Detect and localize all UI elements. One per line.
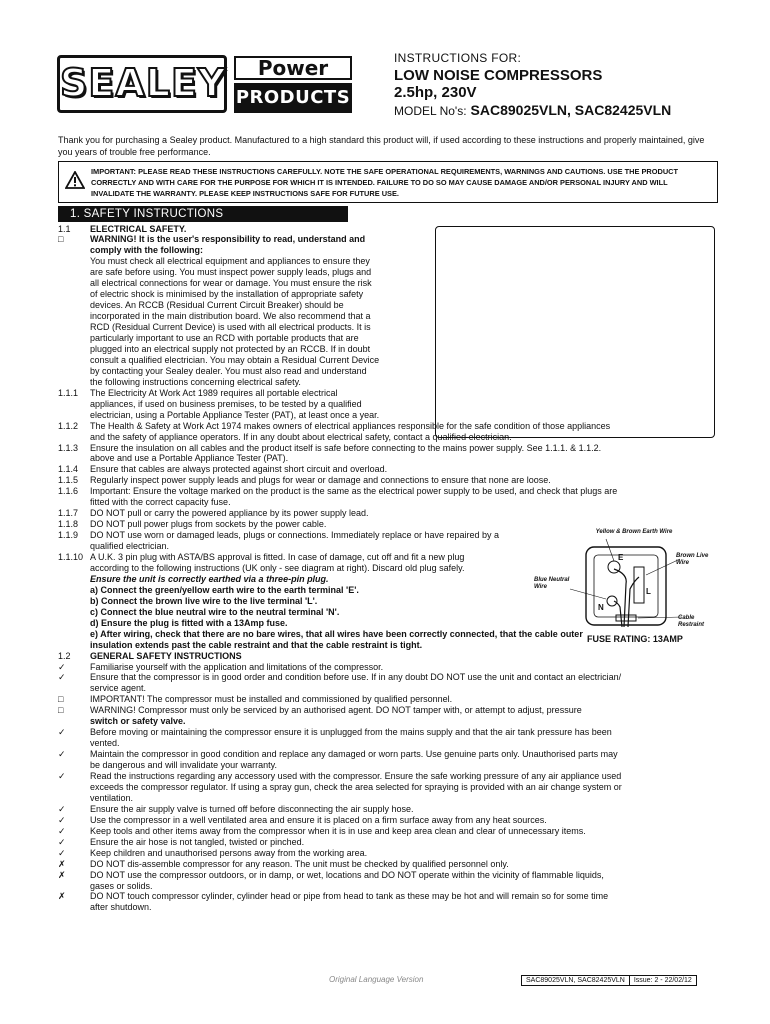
line-number: ✓ — [58, 672, 66, 683]
body-line: according to the following instructions (UK only - see diagram at right). Discard old plug safely. — [90, 562, 465, 573]
body-line: by contacting your Sealey dealer. You must also read and understand — [90, 365, 367, 376]
body-line: GENERAL SAFETY INSTRUCTIONS — [90, 650, 242, 661]
line-number: ✓ — [58, 727, 66, 738]
logo-power-text: Power — [234, 56, 352, 80]
line-number: □ — [58, 234, 64, 245]
important-warning-box — [58, 161, 718, 203]
line-number: ✓ — [58, 661, 66, 672]
model-numbers — [394, 102, 671, 118]
body-line: incorporated in the main distribution board. We also recommend that a — [90, 311, 371, 322]
body-line: the following instructions concerning electrical safety. — [90, 376, 301, 387]
body-line: You must check all electrical equipment and appliances to ensure they — [90, 256, 370, 267]
line-number: □ — [58, 694, 64, 705]
line-number: 1.2 — [58, 650, 71, 661]
line-number: 1.1.4 — [58, 464, 79, 475]
product-image-placeholder — [435, 226, 715, 438]
body-line: DO NOT touch compressor cylinder, cylinder head or pipe from head to tank as these may be hot and will remain so for some time — [90, 891, 609, 902]
body-line: Important: Ensure the voltage marked on the product is the same as the electrical power supply to be used, and check that plugs are — [90, 486, 618, 497]
body-line: Ensure that the compressor is in good order and condition before use. If in any doubt DO NOT use the unit and contact an electrician/ — [90, 672, 622, 683]
terminal-n-label: N — [598, 603, 604, 612]
body-line: b) Connect the brown live wire to the live terminal 'L'. — [90, 595, 318, 606]
body-line: above and use a Portable Appliance Tester (PAT). — [90, 453, 289, 464]
line-number: ✓ — [58, 825, 66, 836]
body-line: Ensure the unit is correctly earthed via a three-pin plug. — [90, 573, 329, 584]
earth-wire-label: Yellow & Brown Earth Wire — [595, 529, 673, 535]
body-line: A U.K. 3 pin plug with ASTA/BS approval is fitted. In case of damage, cut off and fit a new plug — [90, 552, 465, 562]
line-number: 1.1.6 — [58, 486, 79, 497]
intro-paragraph: Thank you for purchasing a Sealey product. Manufactured to a high standard this product will, if used according to these instructions and properly maintained, give you years of trouble free performance. — [58, 135, 705, 157]
body-line: Ensure the insulation on all cables and the product itself is safe before connecting to the mains power supply. See 1.1.1. & 1.1.2. — [90, 442, 602, 453]
cable-restraint-label: Cable Restraint — [678, 615, 705, 628]
body-line: The Health & Safety at Work Act 1974 makes owners of electrical appliances responsible for the safe condition of those appliances — [90, 420, 611, 431]
model-values: SAC89025VLN, SAC82425VLN — [470, 102, 672, 118]
body-line: be dangerous and will invalidate your warranty. — [90, 760, 277, 771]
body-line: DO NOT pull power plugs from sockets by the power cable. — [90, 519, 327, 530]
body-line: vented. — [90, 738, 120, 749]
line-number: 1.1.8 — [58, 519, 79, 530]
body-line: after shutdown. — [90, 902, 152, 913]
body-line: comply with the following: — [90, 245, 203, 256]
body-line: Ensure the air supply valve is turned off before disconnecting the air supply hose. — [90, 803, 414, 814]
body-line: devices. An RCCB (Residual Current Circuit Breaker) should be — [90, 300, 344, 311]
neutral-wire-label: Blue Neutral Wire — [534, 577, 570, 590]
body-line: appliances, if used on business premises, to be tested by a qualified — [90, 398, 362, 409]
body-line: Read the instructions regarding any accessory used with the compressor. Ensure the safe working pressure of any air appliance used — [90, 771, 622, 781]
product-title-line1: LOW NOISE COMPRESSORS — [394, 67, 603, 84]
terminal-e-label: E — [618, 553, 624, 562]
logo-sealey-text: SEALEY — [57, 55, 227, 113]
body-line: Keep children and unauthorised persons away from the working area. — [90, 847, 368, 858]
body-line: exceeds the compressor regulator. If using a spray gun, check the area selected for spraying is provided with an air change system or — [90, 781, 622, 792]
body-line: gases or solids. — [90, 880, 153, 891]
line-number: ✗ — [58, 891, 66, 902]
body-line: fitted with the correct capacity fuse. — [90, 497, 231, 508]
body-line: RCD (Residual Current Device) is used with all electrical products. It is — [90, 322, 371, 333]
body-line: Maintain the compressor in good condition and replace any damaged or worn parts. Use genuine parts only. Unauthorised parts may — [90, 749, 618, 760]
body-line: insulation extends past the cable restraint and that the cable restraint is tight. — [90, 639, 423, 650]
warning-triangle-icon — [65, 171, 85, 189]
body-line: WARNING! Compressor must only be serviced by an authorised agent. DO NOT tamper with, or attempt to adjust, pressure — [90, 705, 582, 716]
line-number: ✗ — [58, 869, 66, 880]
body-line: The Electricity At Work Act 1989 requires all portable electrical — [90, 387, 338, 398]
body-line: Familiarise yourself with the application and limitations of the compressor. — [90, 661, 384, 672]
body-line: switch or safety valve. — [90, 716, 186, 727]
line-number: 1.1.9 — [58, 530, 79, 541]
line-number: 1.1.1 — [58, 387, 79, 398]
line-number: ✓ — [58, 803, 66, 814]
live-wire-label: Brown Live Wire — [676, 553, 709, 566]
plug-wiring-diagram — [534, 529, 718, 631]
body-line: qualified electrician. — [90, 541, 170, 552]
line-number: 1.1.7 — [58, 508, 79, 519]
body-line: are safe before using. You must inspect power supply leads, plugs and — [90, 267, 372, 278]
body-line: a) Connect the green/yellow earth wire to the earth terminal 'E'. — [90, 584, 359, 595]
footer-model-issue — [521, 975, 697, 986]
line-number: □ — [58, 705, 64, 716]
body-line: consult a qualified electrician. You may obtain a Residual Current Device — [90, 354, 380, 365]
body-line: Ensure the air hose is not tangled, twisted or pinched. — [90, 836, 305, 847]
body-line: DO NOT dis-assemble compressor for any reason. The unit must be checked by qualified personnel only. — [90, 858, 509, 869]
body-line: electrician, using a Portable Appliance Tester (PAT), at least once a year. — [90, 409, 380, 420]
line-number: ✗ — [58, 858, 66, 869]
body-line: IMPORTANT! The compressor must be installed and commissioned by qualified personnel. — [90, 694, 453, 705]
body-line: ELECTRICAL SAFETY. — [90, 223, 187, 234]
line-number: ✓ — [58, 847, 66, 858]
body-line: and the safety of appliance operators. If in any doubt about electrical safety, contact a qualified electrician. — [90, 431, 512, 442]
body-line: DO NOT use the compressor outdoors, or in damp, or wet, locations and DO NOT operate within the vicinity of flammable liquids, — [90, 869, 604, 880]
body-line: WARNING! It is the user's responsibility to read, understand and — [90, 234, 366, 245]
footer-language-version: Original Language Version — [329, 975, 424, 984]
line-number: ✓ — [58, 836, 66, 847]
body-line: Regularly inspect power supply leads and plugs for wear or damage and connections to ensure that none are loose. — [90, 475, 551, 486]
model-label: MODEL No's: — [394, 104, 467, 118]
body-line: d) Ensure the plug is fitted with a 13Amp fuse. — [90, 617, 288, 628]
line-number: 1.1.2 — [58, 420, 79, 431]
product-title-line2: 2.5hp, 230V — [394, 84, 477, 101]
warning-text: IMPORTANT: PLEASE READ THESE INSTRUCTIONS CAREFULLY. NOTE THE SAFE OPERATIONAL REQUIREMENTS, WARNINGS AND CAUTIONS. USE THE PRODUCT CORRECTLY AND WITH CARE FOR THE PURPOSE FOR WHICH IT IS INTENDED. FAILURE TO DO SO MAY CAUSE DAMAGE AND/OR PERSONAL INJURY AND WILL INVALIDATE THE WARRANTY. PLEASE KEEP INSTRUCTIONS SAFE FOR FUTURE USE. — [91, 167, 679, 198]
body-line: c) Connect the blue neutral wire to the neutral terminal 'N'. — [90, 606, 340, 617]
body-line: service agent. — [90, 683, 147, 694]
line-number: ✓ — [58, 814, 66, 825]
body-line: of electric shock is minimised by the installation of appropriate safety — [90, 289, 364, 300]
line-number: 1.1 — [58, 223, 71, 234]
body-line: Keep tools and other items away from the compressor when it is in use and keep area clean and clear of unnecessary items. — [90, 825, 586, 836]
line-number: 1.1.10 — [58, 552, 84, 562]
sealey-logo — [57, 55, 357, 113]
body-line: Use the compressor in a well ventilated area and ensure it is placed on a firm surface away from any heat sources. — [90, 814, 547, 825]
logo-products-text: PRODUCTS — [234, 83, 352, 113]
footer-models: SAC89025VLN, SAC82425VLN — [526, 977, 625, 984]
product-title — [394, 67, 602, 101]
section-title-safety: 1. SAFETY INSTRUCTIONS — [58, 206, 348, 222]
fuse-rating: FUSE RATING: 13AMP — [587, 634, 683, 644]
instructions-for-label: INSTRUCTIONS FOR: — [394, 51, 522, 65]
line-number: 1.1.5 — [58, 475, 79, 486]
body-line: Ensure that cables are always protected against short circuit and overload. — [90, 464, 388, 475]
body-line: plugged into an electrical supply not protected by an RCCB. If in doubt — [90, 343, 371, 354]
terminal-l-label: L — [646, 587, 651, 596]
footer-issue: Issue: 2 - 22/02/12 — [629, 976, 696, 985]
body-line: ventilation. — [90, 792, 134, 803]
line-number: 1.1.3 — [58, 442, 79, 453]
line-number: ✓ — [58, 749, 66, 760]
body-line: e) After wiring, check that there are no bare wires, that all wires have been correctly connected, that the cable outer — [90, 628, 583, 639]
body-line: particularly important to use an RCD with portable products that are — [90, 333, 359, 343]
body-line: DO NOT pull or carry the powered appliance by its power supply lead. — [90, 508, 369, 519]
body-line: DO NOT use worn or damaged leads, plugs or connections. Immediately replace or have repaired by a — [90, 530, 500, 541]
body-line: Before moving or maintaining the compressor ensure it is unplugged from the mains supply and that the air tank pressure has been — [90, 727, 612, 738]
body-line: all electrical connections for wear or damage. You must ensure the risk — [90, 278, 372, 289]
line-number: ✓ — [58, 771, 66, 781]
